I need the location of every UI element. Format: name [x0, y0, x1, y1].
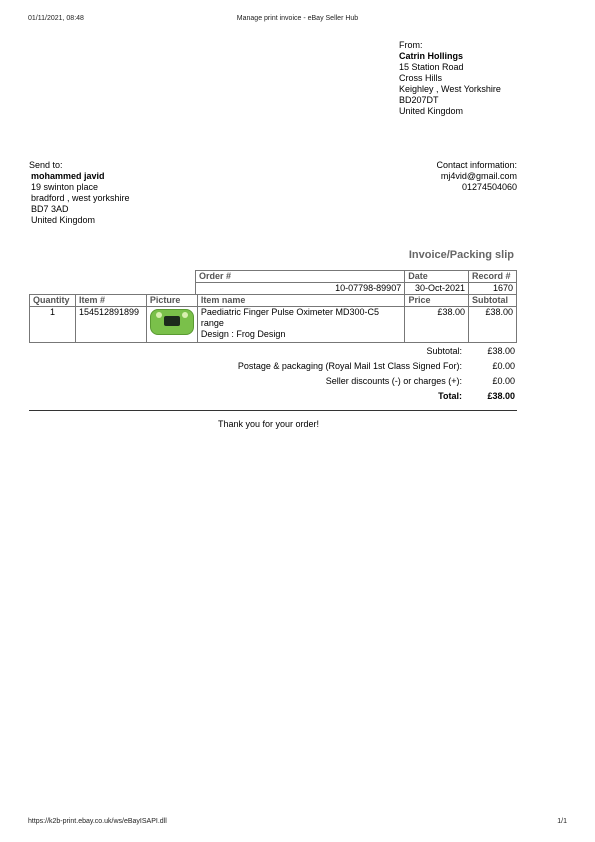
send-to-postcode: BD7 3AD [31, 204, 69, 214]
picture-header: Picture [146, 295, 197, 307]
total-label: Total: [438, 391, 462, 401]
from-line1: 15 Station Road [399, 62, 464, 72]
from-postcode: BD207DT [399, 95, 439, 105]
subtotal-header: Subtotal [469, 295, 517, 307]
item-subtotal: £38.00 [469, 307, 517, 343]
contact-information [380, 160, 517, 193]
date-header: Date [405, 271, 469, 283]
item-price: £38.00 [405, 307, 469, 343]
send-to-address [29, 160, 130, 226]
discounts-label: Seller discounts (-) or charges (+): [325, 376, 462, 386]
item-name-continued: range [200, 318, 224, 328]
items-table [29, 294, 517, 343]
item-picture [146, 307, 197, 343]
item-name: Paediatric Finger Pulse Oximeter MD300-C5 [200, 307, 379, 317]
from-name: Catrin Hollings [399, 51, 464, 61]
item-name-header: Item name [197, 295, 405, 307]
quantity-header: Quantity [30, 295, 76, 307]
print-url: https://k2b-print.ebay.co.uk/ws/eBayISAPI.dll [28, 818, 167, 825]
record-number: 1670 [469, 283, 517, 295]
item-number: 154512891899 [75, 307, 146, 343]
from-label: From: [399, 40, 423, 50]
subtotal-value: £38.00 [487, 346, 515, 356]
invoice-title: Invoice/Packing slip [408, 249, 514, 261]
postage-value: £0.00 [492, 361, 515, 371]
send-to-line1: 19 swinton place [31, 182, 99, 192]
discounts-value: £0.00 [492, 376, 515, 386]
contact-label: Contact information: [436, 160, 517, 170]
postage-label: Postage & packaging (Royal Mail 1st Class Signed For): [237, 361, 462, 371]
item-design: Design : Frog Design [200, 329, 286, 339]
item-quantity: 1 [30, 307, 76, 343]
contact-email: mj4vid@gmail.com [440, 171, 517, 181]
from-line2: Cross Hills [399, 73, 443, 83]
print-datetime: 01/11/2021, 08:48 [28, 15, 84, 22]
item-name-cell [197, 307, 405, 343]
from-address [399, 40, 501, 117]
totals-table [238, 346, 515, 406]
item-number-header: Item # [75, 295, 146, 307]
contact-phone: 01274504060 [461, 182, 517, 192]
record-header: Record # [469, 271, 517, 283]
from-line3: Keighley , West Yorkshire [399, 84, 501, 94]
frog-oximeter-thumbnail-icon [150, 309, 194, 335]
send-to-name: mohammed javid [31, 171, 105, 181]
print-page-number: 1/1 [557, 818, 567, 825]
table-row [30, 307, 517, 343]
total-value: £38.00 [487, 391, 515, 401]
thank-you-message: Thank you for your order! [218, 419, 320, 429]
send-to-label: Send to: [29, 160, 63, 170]
from-country: United Kingdom [399, 106, 464, 116]
order-number: 10-07798-89907 [196, 283, 405, 295]
print-page-title: Manage print invoice - eBay Seller Hub [236, 15, 359, 22]
price-header: Price [405, 295, 469, 307]
order-date: 30-Oct-2021 [405, 283, 469, 295]
order-header: Order # [196, 271, 405, 283]
order-table [195, 270, 517, 295]
totals-divider [29, 410, 517, 411]
send-to-country: United Kingdom [31, 215, 96, 225]
subtotal-label: Subtotal: [426, 346, 462, 356]
send-to-line2: bradford , west yorkshire [31, 193, 130, 203]
